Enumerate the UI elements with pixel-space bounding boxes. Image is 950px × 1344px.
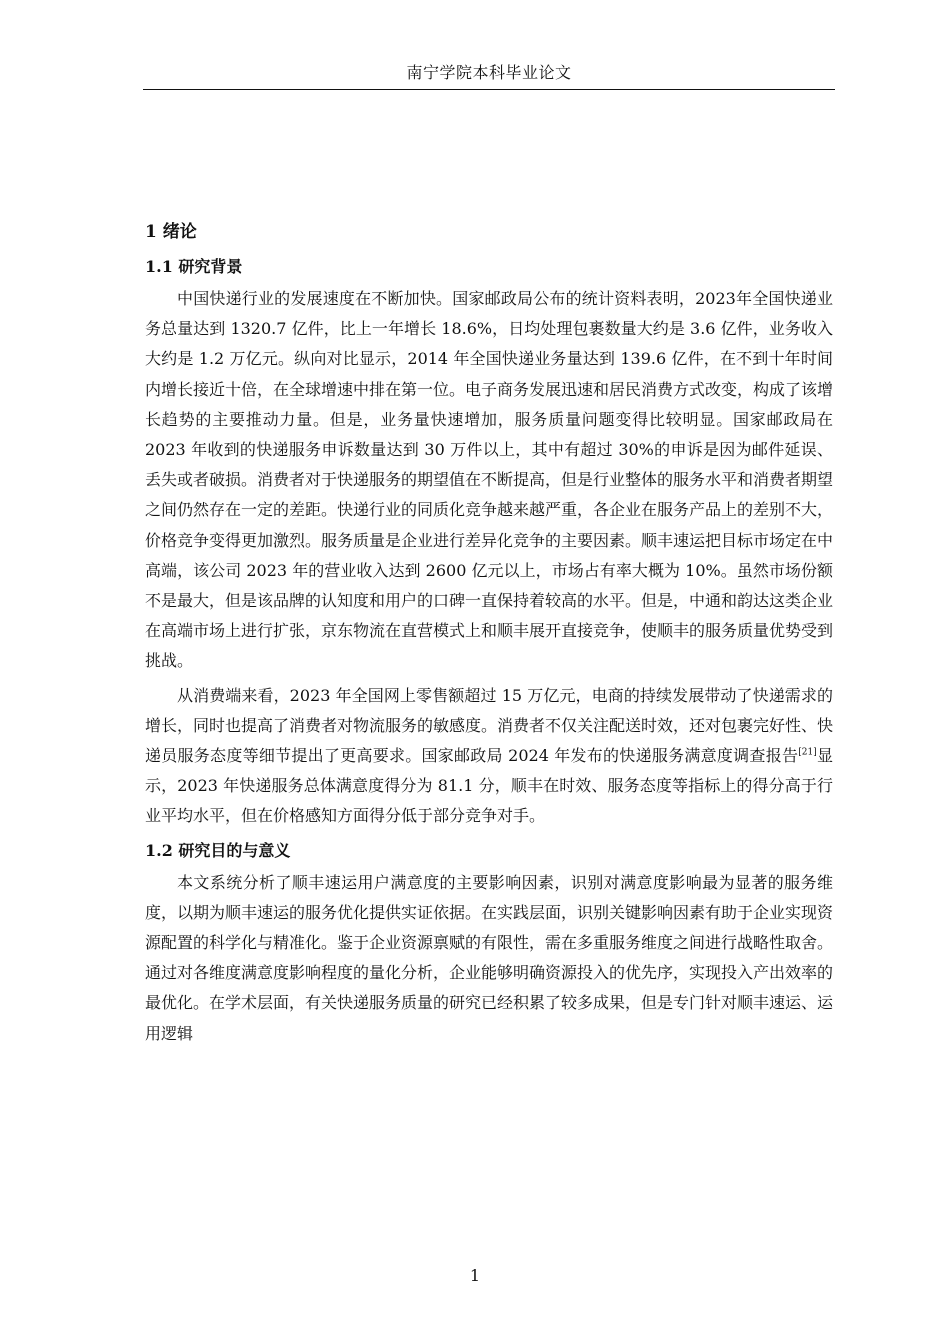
- chapter-title: 1 绪论: [145, 222, 197, 242]
- section-title-1-1: 1.1 研究背景: [145, 257, 243, 276]
- main-content: [145, 219, 833, 1053]
- page-header: 南宁学院本科毕业论文: [406, 63, 572, 82]
- paragraph-background-1: 中国快递行业的发展速度在不断加快。国家邮政局公布的统计资料表明，2023年全国快递业务总量达到 1320.7 亿件，比上一年增长 18.6%，日均处理包裹数量大约是 3.6 亿件，业务收入大约是 1.2 万亿元。纵向对比显示，2014 年全国快递业务量达到 139.6 亿件，在不到十年时间内增长接近十倍，在全球增速中排在第一位。电子商务发展迅速和居民消费方式改变，构成了该增长趋势的主要推动力量。但是，业务量快速增加，服务质量问题变得比较明显。国家邮政局在 2023 年收到的快递服务申诉数量达到 30 万件以上，其中有超过 30%的申诉是因为邮件延误、丢失或者破损。消费者对于快递服务的期望值在不断提高，但是行业整体的服务水平和消费者期望之间仍然存在一定的差距。快递行业的同质化竞争越来越严重，各企业在服务产品上的差别不大，价格竞争变得更加激烈。服务质量是企业进行差异化竞争的主要因素。顺丰速运把目标市场定在中高端，该公司 2023 年的营业收入达到 2600 亿元以上，市场占有率大概为 10%。虽然市场份额不是最大，但是该品牌的认知度和用户的口碑一直保持着较高的水平。但是，中通和韵达这类企业在高端市场上进行扩张，京东物流在直营模式上和顺丰展开直接竞争，使顺丰的服务质量优势受到挑战。: [145, 289, 834, 671]
- paragraph-background-2: [145, 681, 833, 832]
- paragraph-text: 从消费端来看，2023 年全国网上零售额超过 15 万亿元，电商的持续发展带动了快递需求的增长，同时也提高了消费者对物流服务的敏感度。消费者不仅关注配送时效，还对包裹完好性、快递员服务态度等细节提出了更高要求。国家邮政局 2024 年发布的快递服务满意度调查报告: [145, 685, 834, 766]
- header-rule: [143, 89, 835, 90]
- paragraph-text: 显示，2023 年快递服务总体满意度得分为 81.1 分，顺丰在时效、服务态度等指标上的得分高于行业平均水平，但在价格感知方面得分低于部分竞争对手。: [145, 746, 833, 826]
- page-number: 1: [469, 1266, 481, 1285]
- citation-marker: [21]: [798, 747, 817, 758]
- section-title-1-2: 1.2 研究目的与意义: [145, 840, 291, 860]
- paragraph-purpose-1: 本文系统分析了顺丰速运用户满意度的主要影响因素，识别对满意度影响最为显著的服务维度，以期为顺丰速运的服务优化提供实证依据。在实践层面，识别关键影响因素有助于企业实现资源配置的科学化与精准化。鉴于企业资源禀赋的有限性，需在多重服务维度之间进行战略性取舍。通过对各维度满意度影响程度的量化分析，企业能够明确资源投入的优先序，实现投入产出效率的最优化。在学术层面，有关快递服务质量的研究已经积累了较多成果，但是专门针对顺丰速运、运用逻辑: [145, 872, 834, 1043]
